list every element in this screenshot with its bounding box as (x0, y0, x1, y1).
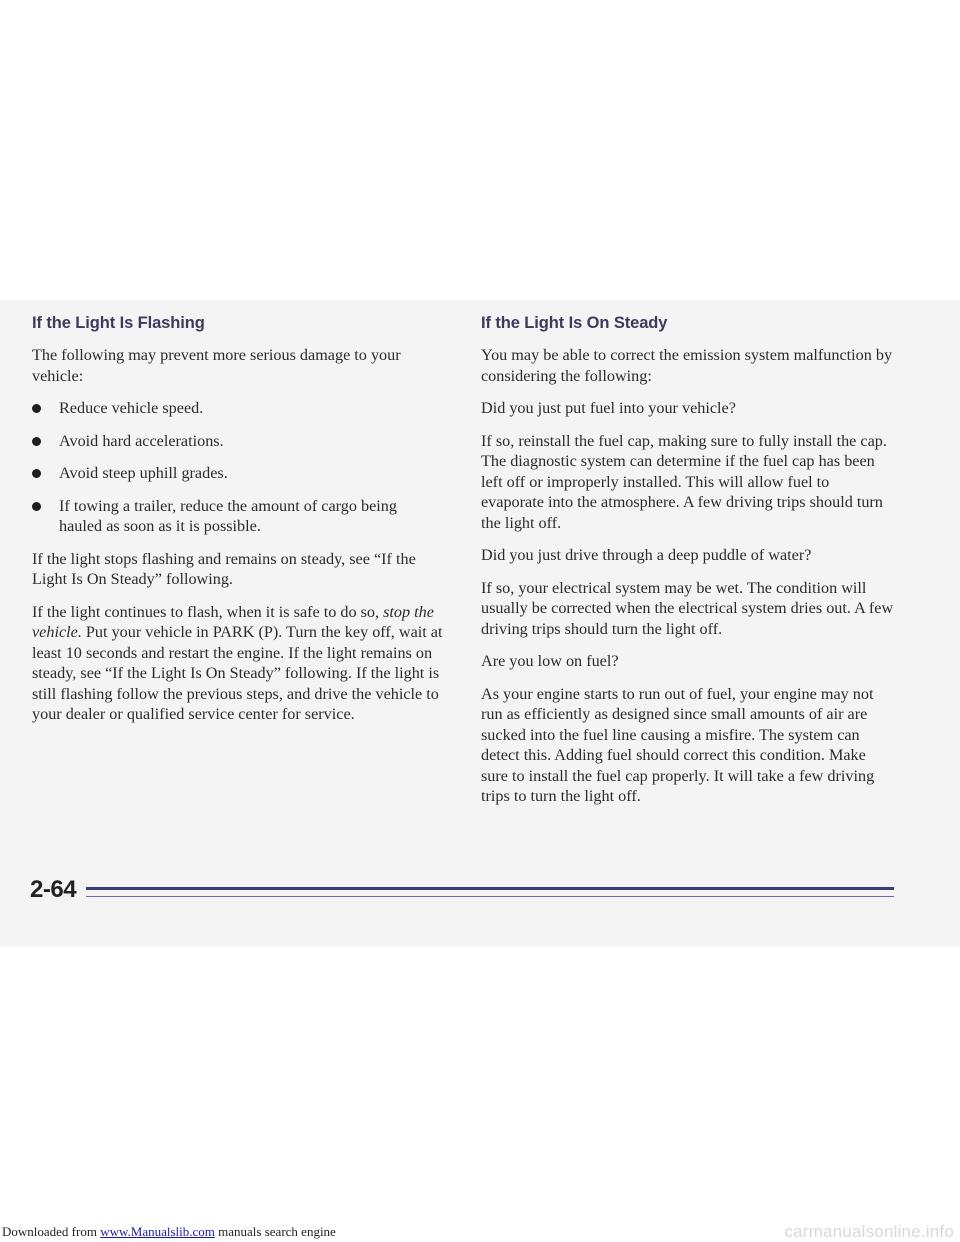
bullet-item (32, 431, 444, 452)
flashing-instructions (32, 602, 444, 725)
watermark-text: carmanualsonline.info (784, 1222, 954, 1241)
steady-paragraph: As your engine starts to run out of fuel, your engine may not run as efficiently as designed since small amounts of air are sucked into the fuel line causing a misfire. The system can detect this. Adding fuel should correct this condition. Make sure to install the fuel cap properly. It will take a few driving trips to turn the light off. (481, 684, 875, 805)
bullet-text: Avoid steep uphill grades. (59, 464, 228, 482)
footer-rule (86, 887, 894, 890)
download-prefix: Downloaded from (2, 1224, 101, 1239)
right-column (481, 314, 895, 819)
download-bar (0, 1222, 960, 1242)
bullet-icon (32, 502, 41, 511)
bullet-item (32, 496, 444, 537)
flashing-steady-note: If the light stops flashing and remains on steady, see “If the Light Is On Steady” following. (32, 549, 416, 588)
instructions-emphasis: stop the vehicle. (32, 602, 434, 641)
flashing-heading: If the Light Is Flashing (32, 314, 205, 332)
bullet-text: Avoid hard accelerations. (59, 431, 224, 450)
download-text (2, 1224, 336, 1240)
bullet-text: Reduce vehicle speed. (59, 399, 204, 417)
bullet-icon (32, 437, 41, 446)
steady-paragraph: If so, reinstall the fuel cap, making sure to fully install the cap. The diagnostic system can determine if the fuel cap has been left off or improperly installed. This will allow fuel to evaporate into the atmosphere. A few driving trips should turn the light off. (481, 431, 887, 532)
steady-paragraph: If so, your electrical system may be wet. The condition will usually be corrected when the electrical system dries out. A few driving trips should turn the light off. (481, 578, 894, 638)
bullet-icon (32, 469, 41, 478)
bullet-item (32, 398, 444, 419)
steady-question: Did you just drive through a deep puddle of water? (481, 546, 812, 564)
footer-rule-thin (86, 896, 894, 897)
flashing-intro: The following may prevent more serious damage to your vehicle: (32, 346, 401, 385)
download-suffix: manuals search engine (214, 1224, 336, 1239)
instructions-rest: Put your vehicle in PARK (P). Turn the key off, wait at least 10 seconds and restart the engine. If the light remains on steady, see “If the Light Is On Steady” following. If the light is still flashing follow the previous steps, and drive the vehicle to your dealer or qualified service center for service. (32, 623, 443, 723)
steady-question: Did you just put fuel into your vehicle? (481, 399, 736, 417)
instructions-lead: If the light continues to flash, when it is safe to do so, (32, 602, 384, 621)
left-column (32, 314, 444, 737)
steady-paragraph: You may be able to correct the emission system malfunction by considering the following: (481, 346, 893, 385)
steady-heading: If the Light Is On Steady (481, 314, 668, 332)
flashing-bullet-list (32, 398, 444, 537)
manualslib-link[interactable]: www.Manualslib.com (100, 1224, 215, 1239)
bullet-text: If towing a trailer, reduce the amount of cargo being hauled as soon as it is possible. (59, 496, 397, 535)
page-number: 2-64 (30, 876, 77, 903)
steady-question: Are you low on fuel? (481, 652, 619, 670)
bullet-icon (32, 404, 41, 413)
bullet-item (32, 463, 444, 484)
